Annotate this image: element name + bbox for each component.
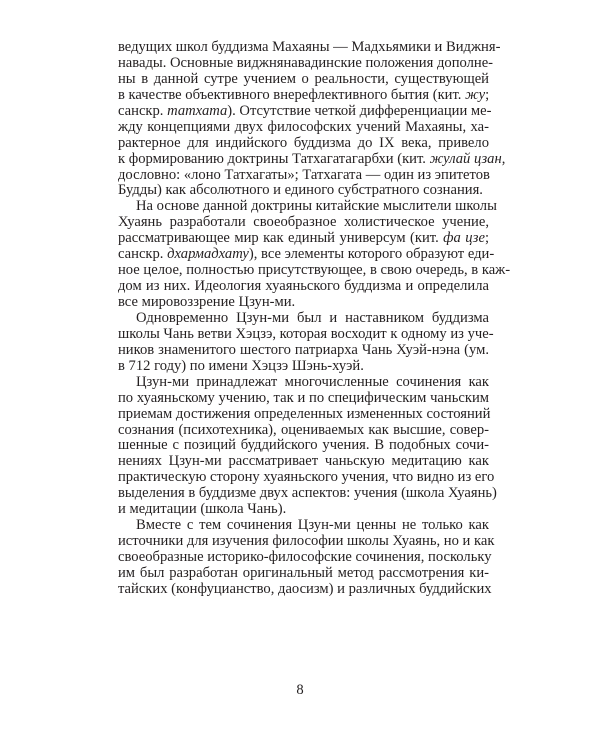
text-segment: навады. Основные виджнянавадинские положения дополне-: [118, 54, 494, 71]
text-segment: дословно: «лоно Татхагаты»; Татхагата — один из эпитетов: [118, 166, 490, 183]
text-segment: шенные с позиций буддийского учения. В подобных сочи-: [118, 437, 489, 454]
text-line: [118, 262, 511, 279]
text-line: [118, 502, 489, 518]
text-segment: по хуаяньскому учению, так и по специфическим чаньским: [118, 389, 489, 406]
text-segment: санскр.: [118, 246, 168, 263]
text-line: [118, 359, 489, 375]
text-segment: ведущих школ буддизма Махаяны — Мадхьямики и Виджня-: [118, 39, 501, 55]
text-line: [118, 423, 489, 439]
text-segment: Хуаянь разработали своеобразное холистическое учение,: [118, 214, 489, 231]
text-line: [118, 295, 489, 311]
paragraph: [118, 373, 497, 518]
text-line: [118, 454, 489, 470]
text-line: [118, 246, 495, 263]
text-segment: Одновременно Цзун-ми был и наставником буддизма: [136, 309, 489, 326]
text-segment: На основе данной доктрины китайские мыслители школы: [136, 198, 497, 215]
text-segment: сознания (психотехника), оцениваемых как высшие, совер-: [118, 421, 489, 438]
text-segment: рассматривающее мир как единый универсум (кит.: [118, 230, 444, 247]
text-segment: ников знаменитого шестого патриарха Чань Хуэй-нэна (ум.: [118, 341, 489, 358]
text-line: [118, 54, 494, 72]
text-line: [118, 485, 497, 502]
italic-term: дхармадхату: [167, 246, 249, 263]
text-line: [118, 120, 489, 136]
text-segment: и медитации (школа Чань).: [118, 501, 287, 518]
text-segment: тайских (конфуцианство, даосизм) и различных буддийских: [118, 580, 492, 597]
text-segment: ). Отсутствие четкой дифференциации ме-: [227, 102, 492, 119]
italic-term: жулай цзан: [429, 150, 502, 167]
text-line: [118, 183, 489, 199]
paragraph: [118, 517, 495, 598]
body-text: [118, 39, 511, 598]
text-line: [118, 533, 495, 550]
text-line: [118, 88, 489, 104]
text-segment: школы Чань ветви Хэцзэ, которая восходит к одному из уче-: [118, 325, 494, 342]
text-line: [118, 469, 495, 486]
text-segment: ны в данной сутре учением о реальности, существующей: [118, 70, 489, 87]
text-segment: рактерное для индийского буддизма до IX века, привело: [118, 134, 489, 151]
text-line: [118, 168, 489, 184]
text-line: [118, 279, 489, 295]
text-segment: к формированию доктрины Татхагатагарбхи (кит.: [118, 150, 430, 167]
text-line: [118, 150, 506, 168]
page-number: 8: [296, 682, 304, 698]
text-segment: выделения в буддизме двух аспектов: учения (школа Хуаянь): [118, 485, 497, 502]
text-segment: ;: [485, 86, 490, 103]
text-line: [118, 566, 489, 582]
text-line: [118, 438, 489, 454]
text-segment: дом из них. Идеология хуаяньского буддизма и определила: [118, 278, 489, 295]
text-line: [118, 518, 489, 534]
text-line: [118, 391, 489, 407]
italic-term: фа цзе: [443, 230, 485, 247]
text-segment: практическую сторону хуаяньского учения, что видно из его: [118, 469, 495, 486]
text-segment: ;: [484, 230, 489, 247]
text-segment: в 712 году) по имени Хэцзэ Шэнь-хуэй.: [118, 357, 364, 374]
text-line: [118, 102, 492, 120]
text-segment: Вместе с тем сочинения Цзун-ми ценны не только как: [136, 517, 489, 534]
text-segment: в качестве объективного внерефлективного бытия (кит.: [118, 86, 466, 103]
text-segment: жду концепциями двух философских учений Махаяны, ха-: [118, 118, 489, 135]
text-line: [118, 375, 489, 391]
text-segment: источники для изучения философии школы Хуаянь, но и как: [118, 533, 495, 550]
text-line: [118, 231, 489, 247]
text-line: [118, 549, 492, 566]
text-line: [118, 136, 489, 152]
text-segment: санскр.: [118, 102, 168, 119]
text-segment: приемам достижения определенных измененных состояний: [118, 405, 491, 422]
text-segment: ), все элементы которого образуют еди-: [248, 246, 495, 263]
text-segment: Будды) как абсолютного и единого субстратного сознания.: [118, 182, 483, 199]
text-line: [118, 407, 489, 423]
text-segment: ное целое, полностью присутствующее, в свою очередь, в каж-: [118, 262, 511, 279]
text-segment: Цзун-ми принадлежат многочисленные сочинения как: [136, 373, 489, 390]
paragraph: [118, 309, 494, 375]
text-segment: им был разработан оригинальный метод рассмотрения ки-: [118, 564, 489, 581]
text-line: [118, 343, 489, 359]
paragraph: [118, 198, 511, 311]
text-line: [118, 325, 494, 343]
italic-term: татхата: [167, 102, 228, 119]
text-line: [118, 198, 497, 215]
text-line: [118, 215, 489, 231]
text-segment: все мировоззрение Цзун-ми.: [118, 294, 296, 310]
text-line: [118, 580, 492, 598]
text-segment: ,: [501, 150, 506, 167]
text-line: [118, 39, 501, 56]
text-line: [118, 72, 489, 88]
text-line: [118, 311, 489, 327]
text-segment: нениях Цзун-ми рассматривает чаньскую медитацию как: [118, 453, 489, 470]
text-segment: своеобразные историко-философские сочинения, поскольку: [118, 549, 492, 565]
paragraph: [118, 39, 506, 199]
italic-term: жу: [465, 86, 486, 103]
